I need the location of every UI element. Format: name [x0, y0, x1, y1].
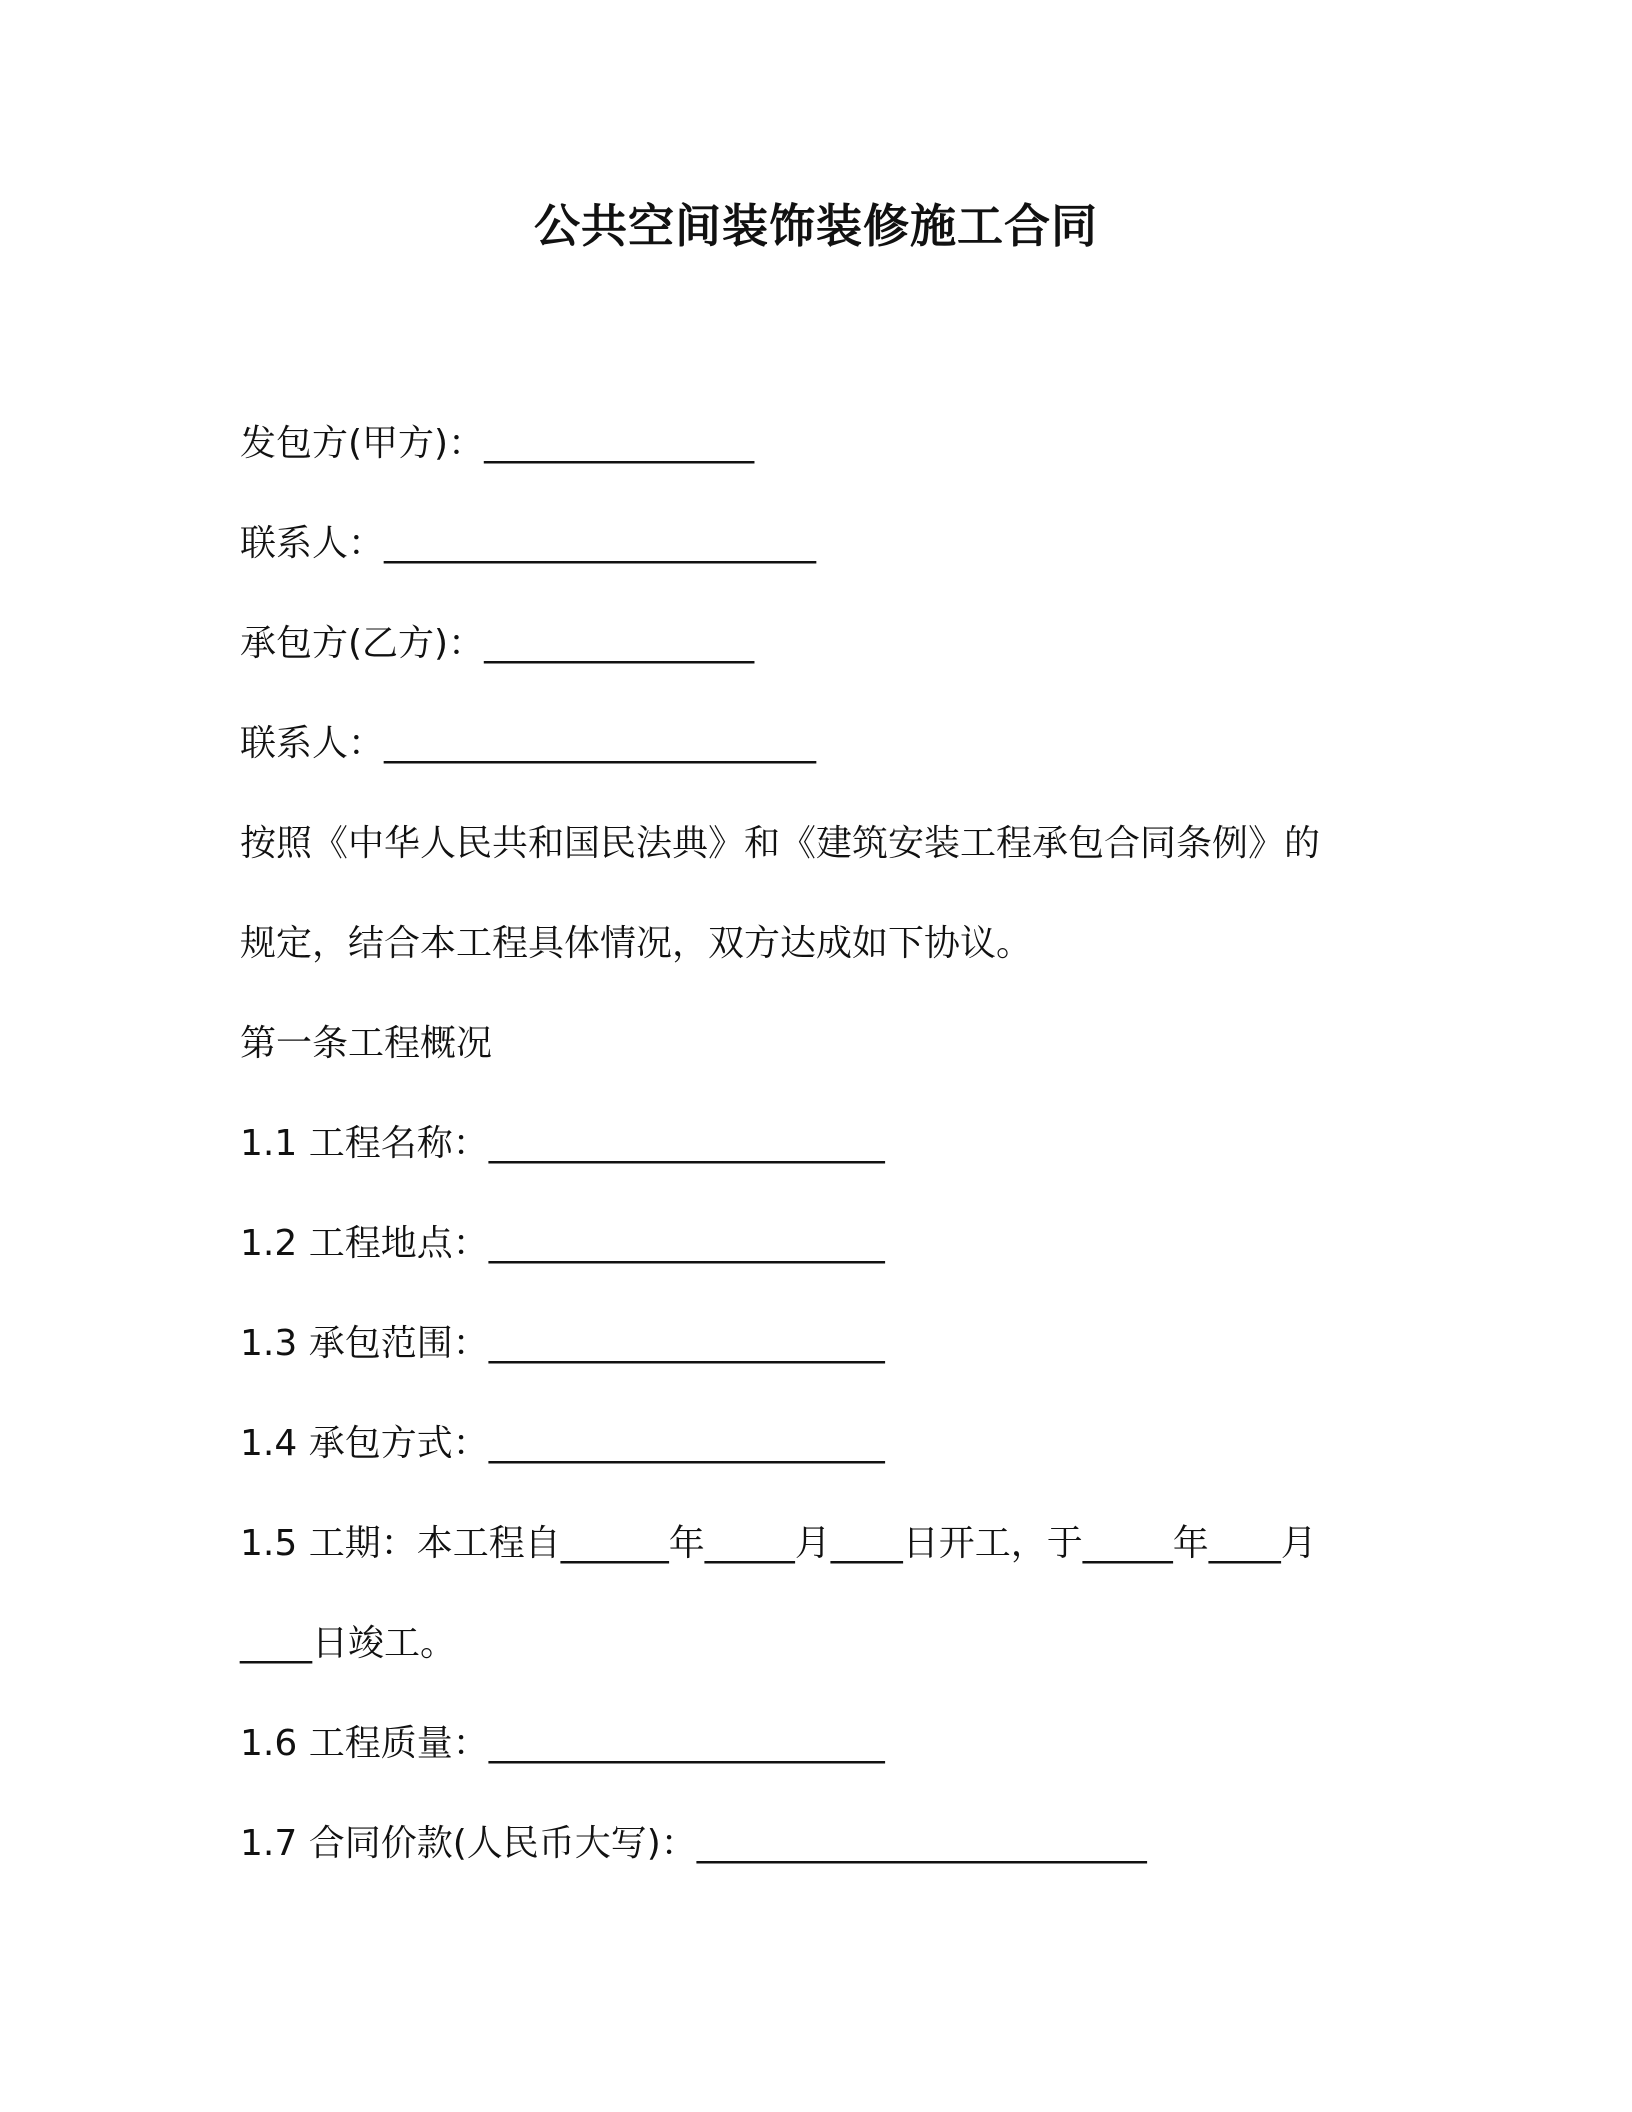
section-heading: 第一条工程概况 [240, 1023, 493, 1064]
party-b-line: 承包方(乙方)：_______________ [240, 623, 755, 664]
party-a-line: 发包方(甲方)：_______________ [240, 423, 755, 464]
agreement-intro-line-1: 按照《中华人民共和国民法典》和《建筑安装工程承包合同条例》的 [240, 823, 1321, 864]
project-name-line: 1.1 工程名称：______________________ [240, 1123, 885, 1164]
contract-method-line: 1.4 承包方式：______________________ [240, 1423, 885, 1464]
document-title: 公共空间装饰装修施工合同 [534, 199, 1098, 253]
construction-period-line-1: 1.5 工期：本工程自______年_____月____日开工，于_____年____月 [240, 1523, 1317, 1564]
project-location-line: 1.2 工程地点：______________________ [240, 1223, 885, 1264]
party-a-contact-line: 联系人：________________________ [240, 523, 817, 564]
contract-price-line: 1.7 合同价款(人民币大写)：_________________________ [240, 1823, 1147, 1864]
agreement-intro-line-2: 规定，结合本工程具体情况，双方达成如下协议。 [240, 923, 1033, 964]
project-quality-line: 1.6 工程质量：______________________ [240, 1723, 885, 1764]
construction-period-line-2: ____日竣工。 [240, 1623, 457, 1664]
contract-scope-line: 1.3 承包范围：______________________ [240, 1323, 885, 1364]
party-b-contact-line: 联系人：________________________ [240, 723, 817, 764]
